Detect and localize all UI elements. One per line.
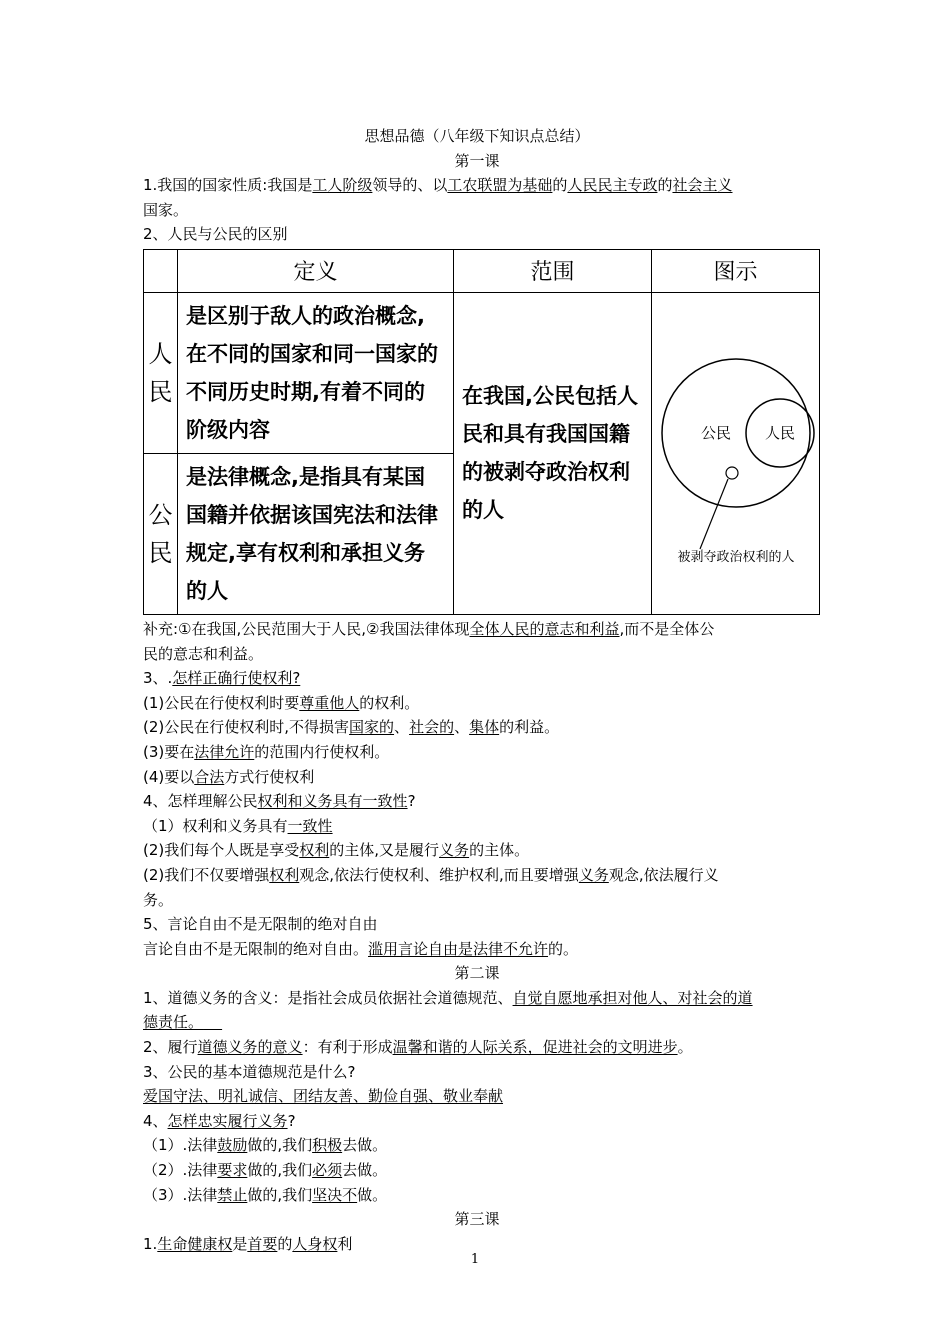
underlined-term: 权利	[299, 841, 330, 860]
scope-cell: 在我国,公民包括人民和具有我国国籍的被剥夺政治权利的人	[454, 292, 652, 614]
text: 4、	[143, 1111, 168, 1130]
header-scope: 范围	[454, 249, 652, 292]
l1-q4-item2	[143, 838, 811, 863]
text: 补充:①在我国,公民范围大于人民,②我国法律体现	[143, 619, 470, 638]
text: 言论自由不是无限制的绝对自由。	[143, 939, 369, 958]
outer-label: 公民	[700, 424, 731, 443]
text: ,而不是全体公	[619, 619, 715, 638]
underlined-term: 权利和义务具有一致性	[257, 792, 408, 811]
text: 的	[277, 1234, 293, 1253]
l2-q3-title: 3、公民的基本道德规范是什么?	[143, 1062, 356, 1081]
underlined-term: 尊重他人	[299, 693, 360, 712]
l1-q4-item3	[143, 863, 811, 888]
text: 3、.	[143, 669, 173, 688]
text: (2)我们不仅要增强	[143, 865, 270, 884]
underlined-term: 必须	[312, 1161, 343, 1180]
underlined-term: 工农联盟为基础	[447, 176, 553, 195]
underlined-term: 国家的	[349, 718, 395, 737]
supplement-line1	[143, 617, 811, 642]
text: 、	[394, 718, 410, 737]
underlined-term: 人身权	[292, 1234, 338, 1253]
lesson-3-heading: 第三课	[454, 1210, 500, 1229]
table-corner-cell	[144, 249, 178, 292]
text: 利	[337, 1234, 353, 1253]
underlined-term: 积极	[312, 1136, 343, 1155]
text: 的主体。	[469, 841, 530, 860]
text: 1、道德义务的含义：是指社会成员依据社会道德规范、	[143, 988, 513, 1007]
text: 做。	[357, 1185, 388, 1204]
pointer-line	[700, 479, 728, 549]
citizen-definition: 是法律概念,是指具有某国国籍并依据该国宪法和法律规定,享有权利和承担义务的人	[178, 453, 454, 614]
text: 去做。	[342, 1136, 388, 1155]
underlined-term: 温馨和谐的人际关系，促进社会的文明进步	[392, 1038, 678, 1057]
underlined-term: 集体	[469, 718, 500, 737]
row-label-citizen	[144, 453, 178, 614]
supplement-line2: 民的意志和利益。	[143, 644, 264, 663]
l1-q3-item1	[143, 691, 811, 716]
underlined-term: 人民民主专政	[567, 176, 658, 195]
text: (2)公民在行使权利时,不得损害	[143, 718, 350, 737]
text: 、	[454, 718, 470, 737]
underlined-term: 要求	[217, 1161, 248, 1180]
underlined-term: 德责任。	[143, 1013, 204, 1032]
deprived-point	[726, 467, 738, 479]
text: 1.	[143, 1234, 158, 1253]
text: 是	[232, 1234, 248, 1253]
underlined-term: 合法	[194, 767, 225, 786]
l2-q4-item2	[143, 1158, 811, 1183]
underlined-term: 滥用言论自由是法律不允许	[368, 939, 549, 958]
text: (4)要以	[143, 767, 195, 786]
underlined-term: 鼓励	[217, 1136, 248, 1155]
underlined-term: 自觉自愿地承担对他人、对社会的道	[512, 988, 753, 1007]
text: 的。	[548, 939, 579, 958]
text: 做的,我们	[247, 1185, 313, 1204]
text: （3）.法律	[143, 1185, 218, 1204]
l1-q2: 2、人民与公民的区别	[143, 225, 288, 244]
text: 领导的、以	[372, 176, 448, 195]
header-diagram: 图示	[652, 249, 820, 292]
text: ?	[287, 1111, 296, 1130]
underlined-term: 权利	[269, 865, 300, 884]
underlined-term: 禁止	[217, 1185, 248, 1204]
row-label-text: 人民	[148, 339, 173, 406]
text: 2、履行	[143, 1038, 198, 1057]
l2-q3-answer: 爱国守法、明礼诚信、团结友善、勤俭自强、敬业奉献	[143, 1087, 504, 1106]
text: ：有利于形成	[302, 1038, 393, 1057]
underlined-term: 义务	[578, 865, 609, 884]
page-number: 1	[470, 1252, 480, 1267]
pointer-label: 被剥夺政治权利的人	[676, 550, 795, 566]
diagram-cell	[652, 292, 820, 614]
l1-q4-item3-cont: 务。	[143, 890, 174, 909]
text: 1.我国的国家性质:我国是	[143, 176, 313, 195]
text: （1）.法律	[143, 1136, 218, 1155]
underlined-term: 首要	[247, 1234, 278, 1253]
l2-q2	[143, 1035, 811, 1060]
underlined-term: 社会主义	[672, 176, 733, 195]
l2-q4-item3	[143, 1183, 811, 1208]
underlined-term: 全体人民的意志和利益	[469, 619, 620, 638]
underlined-term: 坚决不	[312, 1185, 358, 1204]
text: 做的,我们	[247, 1136, 313, 1155]
text: 。	[677, 1038, 693, 1057]
underlined-term: 生命健康权	[157, 1234, 233, 1253]
underlined-term: 社会的	[409, 718, 455, 737]
text: 的	[552, 176, 568, 195]
text: （1）权利和义务具有	[143, 816, 288, 835]
header-definition: 定义	[178, 249, 454, 292]
underlined-term: 法律允许	[194, 742, 255, 761]
l1-q4-title	[143, 789, 811, 814]
l1-q3-title	[143, 666, 811, 691]
underlined-term: 工人阶级	[312, 176, 373, 195]
text: 4、怎样理解公民	[143, 792, 258, 811]
row-label-text: 公民	[148, 500, 173, 567]
text: 的	[657, 176, 673, 195]
text: 的利益。	[499, 718, 560, 737]
inner-label: 人民	[764, 424, 795, 443]
lesson-1-heading: 第一课	[454, 151, 500, 170]
text: ?	[407, 792, 416, 811]
text: 观念,依法履行义	[608, 865, 719, 884]
underlined-term: 怎样正确行使权利?	[172, 669, 301, 688]
l1-q5-answer	[143, 937, 811, 962]
text: 的主体,又是履行	[329, 841, 440, 860]
l2-q1-line1	[143, 986, 811, 1011]
people-citizen-table	[143, 249, 820, 615]
document-title: 思想品德（八年级下知识点总结）	[364, 127, 590, 145]
text: 去做。	[342, 1161, 388, 1180]
l1-q1-line1	[143, 173, 811, 198]
l1-q5-title: 5、言论自由不是无限制的绝对自由	[143, 915, 378, 934]
underlined-term: 怎样忠实履行义务	[167, 1111, 288, 1130]
text: （2）.法律	[143, 1161, 218, 1180]
l2-q4-title	[143, 1109, 811, 1134]
l1-q3-item3	[143, 740, 811, 765]
text: 方式行使权利	[224, 767, 315, 786]
text: (1)公民在行使权利时要	[143, 693, 300, 712]
underlined-term: 义务	[439, 841, 470, 860]
text: (3)要在	[143, 742, 195, 761]
underlined-term: 道德义务的意义	[197, 1038, 303, 1057]
underline-tail	[203, 1013, 222, 1031]
text: 的范围内行使权利。	[254, 742, 390, 761]
l1-q3-item2	[143, 715, 811, 740]
text: 的权利。	[359, 693, 420, 712]
text: 做的,我们	[247, 1161, 313, 1180]
l2-q1-line2	[143, 1010, 811, 1035]
document-content	[143, 124, 811, 1256]
people-definition: 是区别于敌人的政治概念,在不同的国家和同一国家的不同历史时期,有着不同的阶级内容	[178, 292, 454, 453]
l1-q1-line2: 国家。	[143, 200, 189, 219]
l1-q3-item4	[143, 765, 811, 790]
lesson-2-heading: 第二课	[454, 964, 500, 983]
text: (2)我们每个人既是享受	[143, 841, 300, 860]
underlined-term: 一致性	[287, 816, 333, 835]
venn-diagram	[656, 321, 816, 581]
text: 观念,依法行使权利、维护权利,而且要增强	[299, 865, 579, 884]
l1-q4-item1	[143, 814, 811, 839]
l2-q4-item1	[143, 1133, 811, 1158]
row-label-people	[144, 292, 178, 453]
